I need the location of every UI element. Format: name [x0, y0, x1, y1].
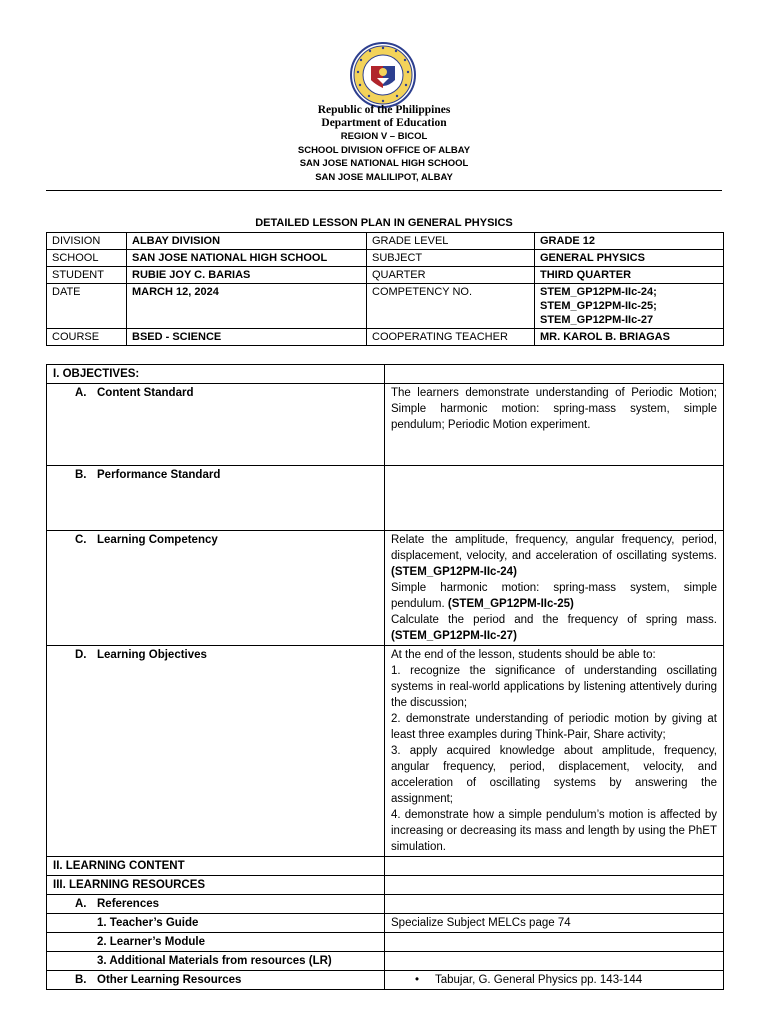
- objective-item-2: 2. demonstrate understanding of periodic motion by giving at least three examples during Think-Pair, Share activity;: [391, 713, 717, 741]
- teachers-guide-value: Specialize Subject MELCs page 74: [385, 914, 724, 933]
- performance-standard-letter: B.: [75, 469, 87, 481]
- other-resources-label-cell: [47, 971, 385, 990]
- objectives-heading-row: [47, 365, 724, 384]
- school-value: SAN JOSE NATIONAL HIGH SCHOOL: [127, 250, 367, 267]
- school-label: SCHOOL: [47, 250, 127, 267]
- learning-content-row: [47, 857, 724, 876]
- competency-paragraph-2: Simple harmonic motion: spring-mass system, simple pendulum.: [391, 582, 717, 610]
- lesson-plan-table: [46, 364, 724, 990]
- teachers-guide-label-cell: [47, 914, 385, 933]
- objective-item-4: 4. demonstrate how a simple pendulum’s motion is affected by increasing or decreasing its mass and length by using the PhET simulation.: [391, 809, 717, 853]
- student-label: STUDENT: [47, 267, 127, 284]
- department-line: Department of Education: [321, 117, 447, 129]
- learning-content-blank: [385, 857, 724, 876]
- learners-module-row: [47, 933, 724, 952]
- other-resources-value: Tabujar, G. General Physics pp. 143-144: [435, 974, 643, 986]
- performance-standard-row: [47, 466, 724, 531]
- grade-label: GRADE LEVEL: [367, 233, 535, 250]
- learning-competency-text: [385, 531, 724, 646]
- quarter-label: QUARTER: [367, 267, 535, 284]
- learning-content-heading: II. LEARNING CONTENT: [47, 857, 385, 876]
- division-label: DIVISION: [47, 233, 127, 250]
- address-line: SAN JOSE MALILIPOT, ALBAY: [315, 171, 453, 183]
- objectives-heading-blank: [385, 365, 724, 384]
- competency-code-1: STEM_GP12PM-IIc-24;: [540, 286, 657, 298]
- performance-standard-text: [385, 466, 724, 531]
- content-standard-row: [47, 384, 724, 466]
- references-letter: A.: [75, 898, 87, 910]
- date-label: DATE: [47, 284, 127, 329]
- learners-module-value: [385, 933, 724, 952]
- references-label: References: [97, 898, 160, 910]
- bullet-icon: •: [415, 974, 420, 986]
- objective-item-3: 3. apply acquired knowledge about amplitude, frequency, angular frequency, period, displacement, velocity, and acceleration of oscillating systems by answering the assignment;: [391, 745, 717, 805]
- competency-code-24: (STEM_GP12PM-IIc-24): [391, 566, 517, 578]
- learning-objectives-row: [47, 646, 724, 857]
- teachers-guide-row: [47, 914, 724, 933]
- competency-code-3: STEM_GP12PM-IIc-27: [540, 314, 654, 326]
- info-row-course: [47, 329, 724, 346]
- student-value: RUBIE JOY C. BARIAS: [127, 267, 367, 284]
- content-standard-letter: A.: [75, 387, 87, 399]
- region-line: REGION V – BICOL: [340, 131, 428, 142]
- info-row-division: [47, 233, 724, 250]
- competency-paragraph-3: Calculate the period and the frequency of spring mass.: [391, 614, 717, 626]
- competency-paragraph-1: Relate the amplitude, frequency, angular frequency, period, displacement, velocity, and acceleration of oscillating systems.: [391, 534, 717, 562]
- subject-label: SUBJECT: [367, 250, 535, 267]
- learners-module-label: 2. Learner’s Module: [97, 936, 206, 948]
- additional-materials-label: 3. Additional Materials from resources (LR): [97, 955, 332, 967]
- references-row: [47, 895, 724, 914]
- competency-no-value: [535, 284, 724, 329]
- learning-objectives-label: Learning Objectives: [97, 649, 207, 661]
- cooperating-teacher-value: MR. KAROL B. BRIAGAS: [535, 329, 724, 346]
- learning-resources-row: [47, 876, 724, 895]
- cooperating-teacher-label: COOPERATING TEACHER: [367, 329, 535, 346]
- learning-competency-row: [47, 531, 724, 646]
- info-row-school: [47, 250, 724, 267]
- course-label: COURSE: [47, 329, 127, 346]
- division-office-line: SCHOOL DIVISION OFFICE OF ALBAY: [297, 144, 471, 156]
- competency-code-27: (STEM_GP12PM-IIc-27): [391, 630, 517, 642]
- grade-value: GRADE 12: [535, 233, 724, 250]
- republic-line: Republic of the Philippines: [317, 104, 451, 116]
- competency-no-label: COMPETENCY NO.: [367, 284, 535, 329]
- school-line: SAN JOSE NATIONAL HIGH SCHOOL: [299, 158, 469, 169]
- learners-module-label-cell: [47, 933, 385, 952]
- references-blank: [385, 895, 724, 914]
- other-resources-row: [47, 971, 724, 990]
- header-divider: [46, 190, 722, 191]
- info-table: [46, 232, 724, 346]
- learning-resources-heading: III. LEARNING RESOURCES: [47, 876, 385, 895]
- other-resources-value-cell: [385, 971, 724, 990]
- references-label-cell: [47, 895, 385, 914]
- learning-competency-letter: C.: [75, 534, 87, 546]
- course-value: BSED - SCIENCE: [127, 329, 367, 346]
- date-value: MARCH 12, 2024: [127, 284, 367, 329]
- learning-competency-label: Learning Competency: [97, 534, 218, 546]
- learning-competency-label-cell: [47, 531, 385, 646]
- learning-resources-blank: [385, 876, 724, 895]
- info-row-student: [47, 267, 724, 284]
- additional-materials-label-cell: [47, 952, 385, 971]
- additional-materials-row: [47, 952, 724, 971]
- objectives-intro: At the end of the lesson, students should be able to:: [391, 649, 656, 661]
- other-resources-letter: B.: [75, 974, 87, 986]
- content-standard-text: The learners demonstrate understanding of Periodic Motion; Simple harmonic motion: spring-mass system, simple pendulum; Periodic Motion experiment.: [385, 384, 724, 466]
- learning-objectives-text: [385, 646, 724, 857]
- other-resources-label: Other Learning Resources: [97, 974, 242, 986]
- performance-standard-label: Performance Standard: [97, 469, 221, 481]
- subject-value: GENERAL PHYSICS: [535, 250, 724, 267]
- division-value: ALBAY DIVISION: [127, 233, 367, 250]
- competency-code-2: STEM_GP12PM-IIc-25;: [540, 300, 657, 312]
- quarter-value: THIRD QUARTER: [535, 267, 724, 284]
- objectives-heading: I. OBJECTIVES:: [47, 365, 385, 384]
- additional-materials-value: [385, 952, 724, 971]
- objective-item-1: 1. recognize the significance of understanding oscillating systems in real-world applications by listening attentively during the discussion;: [391, 665, 717, 709]
- content-standard-label-cell: [47, 384, 385, 466]
- teachers-guide-label: 1. Teacher’s Guide: [97, 917, 199, 929]
- info-row-date: [47, 284, 724, 329]
- content-standard-label: Content Standard: [97, 387, 194, 399]
- document-header: [0, 104, 768, 184]
- learning-objectives-letter: D.: [75, 649, 87, 661]
- competency-code-25: (STEM_GP12PM-IIc-25): [447, 598, 574, 610]
- document-title: DETAILED LESSON PLAN IN GENERAL PHYSICS: [255, 217, 513, 229]
- learning-objectives-label-cell: [47, 646, 385, 857]
- deped-seal-icon: [350, 42, 416, 108]
- performance-standard-label-cell: [47, 466, 385, 531]
